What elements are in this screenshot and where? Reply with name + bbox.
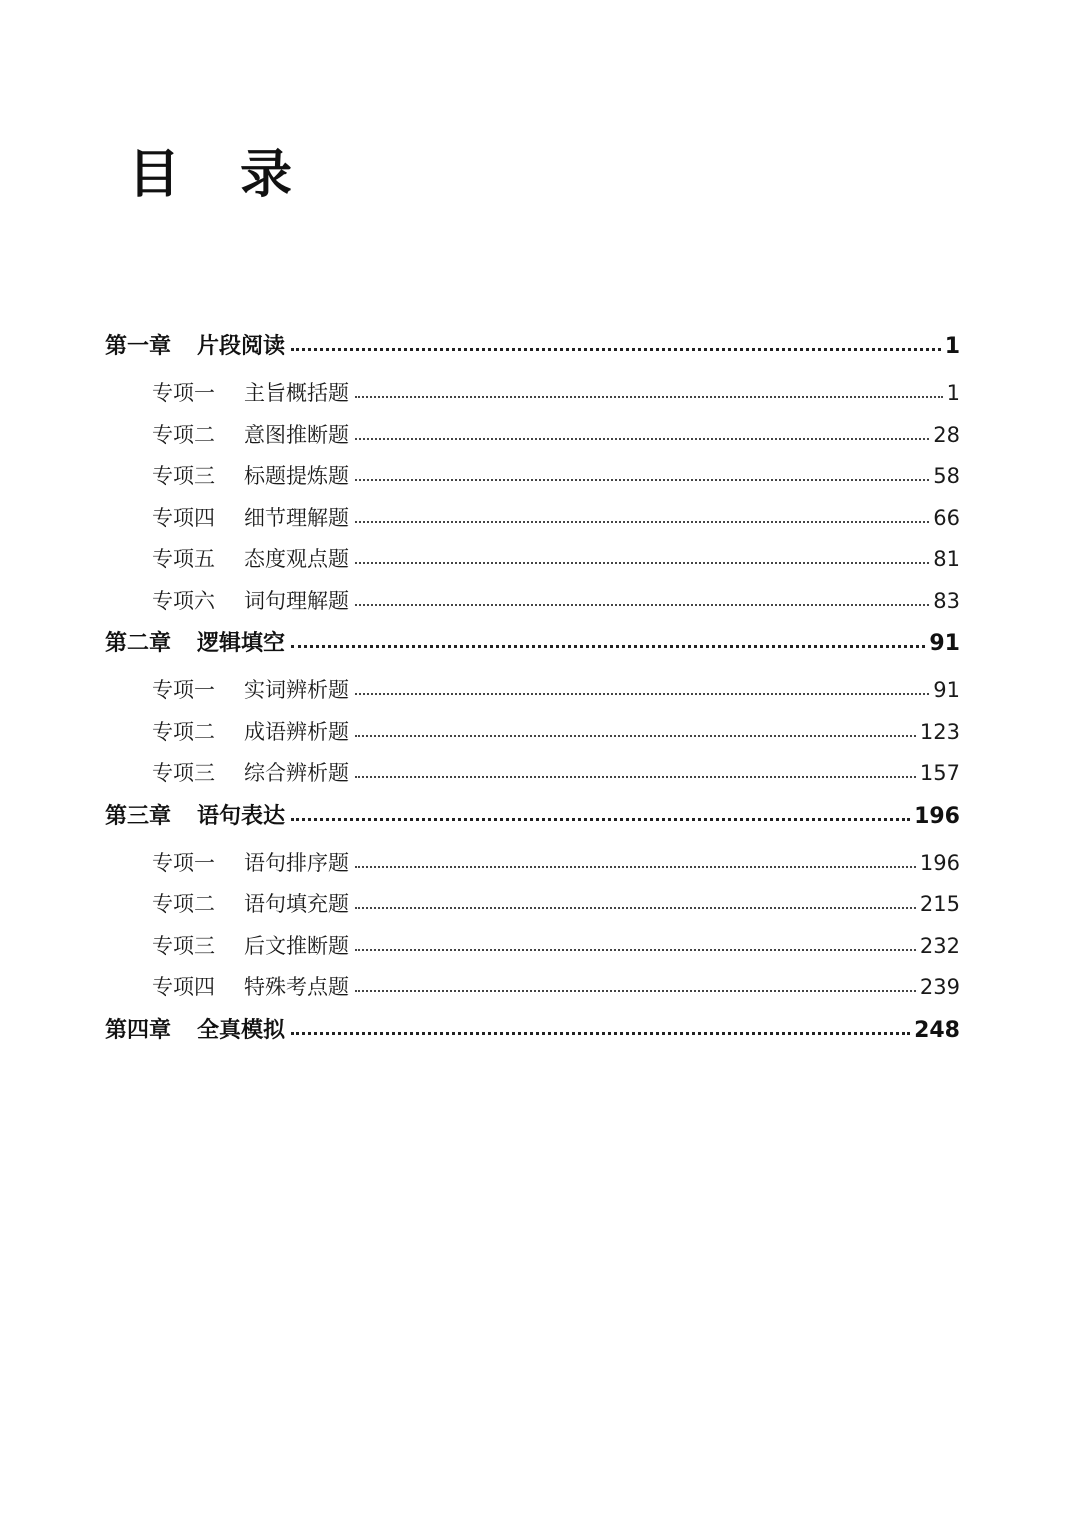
chapter-page-number: 196 bbox=[914, 803, 960, 829]
section-entry[interactable] bbox=[105, 884, 960, 926]
table-of-contents bbox=[105, 325, 960, 1057]
chapter-page-number: 91 bbox=[929, 631, 960, 656]
section-label: 专项二 bbox=[152, 892, 215, 916]
section-label: 专项二 bbox=[152, 719, 215, 744]
section-entry[interactable] bbox=[105, 581, 960, 623]
section-page-number: 196 bbox=[919, 850, 960, 875]
section-entry[interactable] bbox=[105, 670, 960, 712]
section-page-number: 239 bbox=[919, 975, 960, 999]
section-label: 专项一 bbox=[152, 678, 215, 702]
section-entry[interactable] bbox=[105, 926, 960, 968]
section-title: 语句填充题 bbox=[244, 892, 349, 916]
dot-leader bbox=[355, 379, 943, 400]
section-page-number: 81 bbox=[933, 547, 960, 571]
chapter-entry[interactable] bbox=[105, 325, 960, 373]
section-label: 专项三 bbox=[152, 464, 215, 488]
section-title: 特殊考点题 bbox=[244, 975, 349, 999]
section-entry[interactable] bbox=[105, 843, 960, 885]
section-page-number: 83 bbox=[933, 588, 960, 613]
chapter-page-number: 1 bbox=[944, 334, 960, 359]
chapter-label: 第二章 bbox=[105, 631, 172, 656]
section-title: 语句排序题 bbox=[244, 850, 349, 875]
section-entry[interactable] bbox=[105, 415, 960, 457]
dot-leader bbox=[355, 890, 916, 911]
chapter-label: 第三章 bbox=[105, 803, 172, 829]
section-title: 意图推断题 bbox=[244, 422, 349, 447]
chapter-title: 片段阅读 bbox=[197, 334, 286, 359]
chapter-entry[interactable] bbox=[105, 622, 960, 670]
dot-leader bbox=[355, 504, 929, 525]
chapter-entry[interactable] bbox=[105, 1009, 960, 1057]
dot-leader bbox=[291, 628, 925, 650]
section-title: 综合辨析题 bbox=[244, 761, 349, 785]
section-title: 成语辨析题 bbox=[244, 719, 349, 744]
section-label: 专项三 bbox=[152, 933, 215, 958]
section-entry[interactable] bbox=[105, 753, 960, 795]
chapter-title: 逻辑填空 bbox=[197, 631, 286, 656]
section-page-number: 232 bbox=[919, 933, 960, 958]
section-label: 专项一 bbox=[152, 850, 215, 875]
chapter-label: 第一章 bbox=[105, 334, 172, 359]
section-entry[interactable] bbox=[105, 539, 960, 581]
dot-leader bbox=[291, 801, 910, 823]
section-title: 态度观点题 bbox=[244, 547, 349, 571]
section-label: 专项一 bbox=[152, 381, 215, 405]
section-page-number: 28 bbox=[933, 422, 960, 447]
section-title: 后文推断题 bbox=[244, 933, 349, 958]
section-label: 专项五 bbox=[152, 547, 215, 571]
dot-leader bbox=[355, 973, 916, 994]
chapter-page-number: 248 bbox=[914, 1017, 960, 1043]
dot-leader bbox=[291, 1015, 910, 1037]
section-label: 专项四 bbox=[152, 975, 215, 999]
section-title: 标题提炼题 bbox=[244, 464, 349, 488]
section-label: 专项三 bbox=[152, 761, 215, 785]
dot-leader bbox=[355, 587, 929, 608]
section-label: 专项六 bbox=[152, 588, 215, 613]
dot-leader bbox=[355, 759, 916, 780]
section-title: 词句理解题 bbox=[244, 588, 349, 613]
chapter-title: 全真模拟 bbox=[197, 1017, 286, 1043]
page-title bbox=[128, 140, 292, 210]
dot-leader bbox=[355, 718, 916, 739]
dot-leader bbox=[355, 545, 929, 566]
dot-leader bbox=[355, 932, 916, 953]
section-page-number: 91 bbox=[933, 678, 960, 702]
page-title-char-1: 目 bbox=[128, 145, 181, 205]
section-entry[interactable] bbox=[105, 498, 960, 540]
section-title: 主旨概括题 bbox=[244, 381, 349, 405]
section-entry[interactable] bbox=[105, 373, 960, 415]
dot-leader bbox=[355, 676, 929, 697]
section-title: 细节理解题 bbox=[244, 505, 349, 530]
chapter-label: 第四章 bbox=[105, 1017, 172, 1043]
section-entry[interactable] bbox=[105, 712, 960, 754]
section-page-number: 123 bbox=[919, 719, 960, 744]
section-label: 专项四 bbox=[152, 505, 215, 530]
section-page-number: 58 bbox=[933, 464, 960, 488]
chapter-title: 语句表达 bbox=[197, 803, 286, 829]
section-page-number: 1 bbox=[946, 381, 960, 405]
dot-leader bbox=[355, 849, 916, 870]
chapter-entry[interactable] bbox=[105, 795, 960, 843]
dot-leader bbox=[291, 331, 941, 353]
section-page-number: 66 bbox=[933, 505, 960, 530]
dot-leader bbox=[355, 462, 929, 483]
section-entry[interactable] bbox=[105, 967, 960, 1009]
section-page-number: 157 bbox=[919, 761, 960, 785]
section-page-number: 215 bbox=[919, 892, 960, 916]
section-entry[interactable] bbox=[105, 456, 960, 498]
dot-leader bbox=[355, 421, 929, 442]
section-title: 实词辨析题 bbox=[244, 678, 349, 702]
page-title-char-2: 录 bbox=[240, 145, 293, 205]
section-label: 专项二 bbox=[152, 422, 215, 447]
